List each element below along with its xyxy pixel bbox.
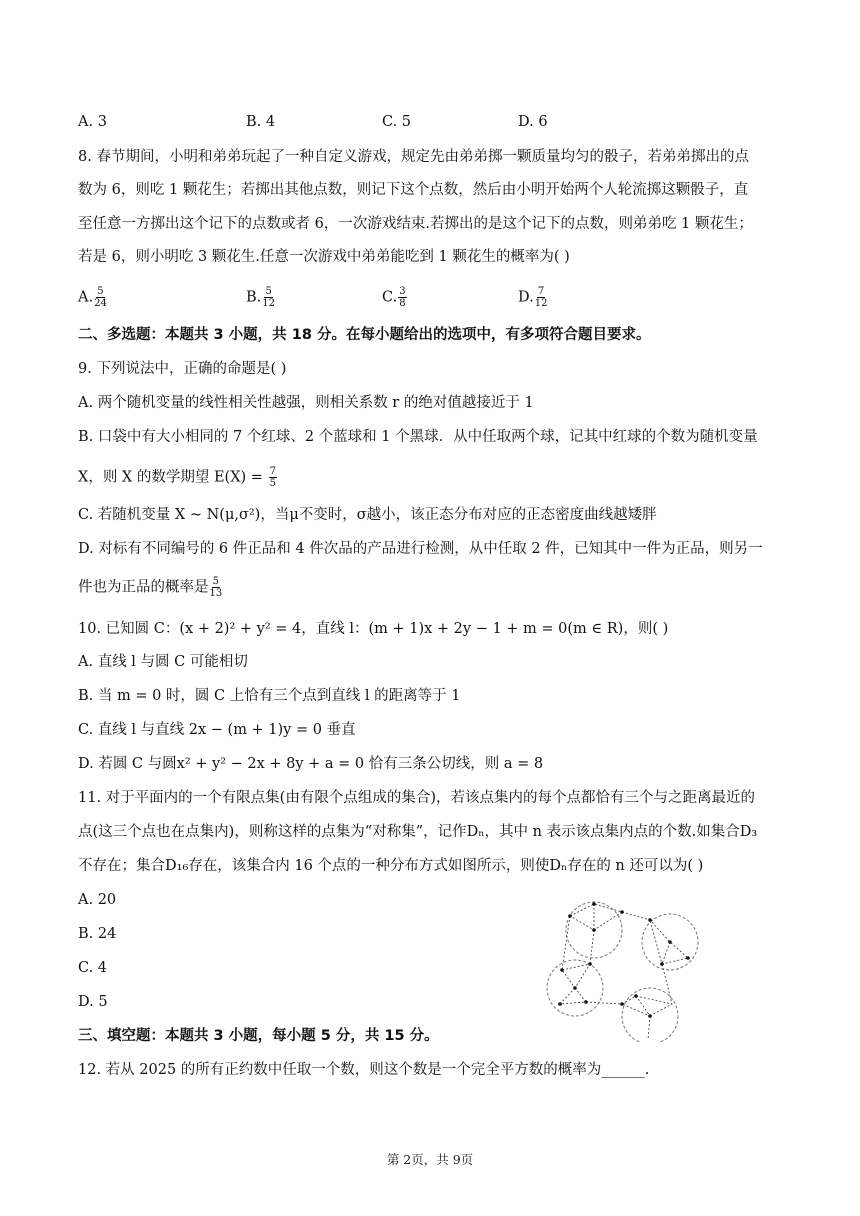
section-3-heading: 三、填空题：本题共 3 小题，每小题 5 分，共 15 分。 <box>78 1028 439 1044</box>
q8-option-c-label: C. <box>382 289 398 306</box>
q8-option-b-label: B. <box>246 289 262 306</box>
q10-option-a: A. 直线 l 与圆 C 可能相切 <box>78 654 248 670</box>
q7-option-c: C. 5 <box>382 114 412 130</box>
q11-option-d: D. 5 <box>78 994 108 1010</box>
q8-option-b-fraction <box>262 286 275 309</box>
q9-option-b-fraction <box>269 466 277 489</box>
q8-option-c-fraction <box>398 286 406 309</box>
q9-option-d-den: 13 <box>209 588 223 599</box>
q11-option-a: A. 20 <box>78 892 117 908</box>
q8-option-a-label: A. <box>78 289 94 306</box>
q8-line-3: 至任意一方掷出这个记下的点数或者 6，一次游戏结束.若掷出的是这个记下的点数，则弟弟吃 1 颗花生； <box>78 216 753 232</box>
q8-option-d-num: 7 <box>537 286 545 297</box>
q9-option-b-line-2 <box>78 466 798 489</box>
q9-option-d-num: 5 <box>212 576 220 587</box>
q8-option-a-fraction <box>94 286 107 309</box>
q8-line-2: 数为 6，则吃 1 颗花生；若掷出其他点数，则记下这个点数，然后由小明开始两个人轮流掷这颗骰子，直 <box>78 182 749 198</box>
q9-option-b-num: 7 <box>269 466 276 477</box>
q11-line-2: 点(这三个点也在点集内)，则称这样的点集为“对称集”，记作Dₙ，其中 n 表示该点集内点的个数.如集合D₃ <box>78 824 758 840</box>
q10-option-c: C. 直线 l 与直线 2x − (m + 1)y = 0 垂直 <box>78 722 356 738</box>
q11-line-3: 不存在；集合D₁₆存在，该集合内 16 个点的一种分布方式如图所示，则使Dₙ存在的 n 还可以为( ) <box>78 858 704 874</box>
section-2-heading: 二、多选题：本题共 3 小题，共 18 分。在每小题给出的选项中，有多项符合题目要求。 <box>78 327 651 343</box>
q8-option-b-num: 5 <box>265 286 272 297</box>
q10-option-b: B. 当 m = 0 时，圆 C 上恰有三个点到直线 l 的距离等于 1 <box>78 688 461 704</box>
q9-stem: 9. 下列说法中，正确的命题是( ) <box>78 361 287 377</box>
q8-option-b <box>246 286 276 309</box>
q10-stem: 10. 已知圆 C：(x + 2)² + y² = 4，直线 l：(m + 1)x + 2y − 1 + m = 0(m ∈ R)，则( ) <box>78 621 669 637</box>
q11-point-set-figure <box>540 892 710 1042</box>
q7-option-d: D. 6 <box>518 114 548 130</box>
q8-option-d-fraction <box>535 286 548 309</box>
q8-option-a-num: 5 <box>97 286 104 297</box>
q9-option-d-line-2 <box>78 576 798 599</box>
q8-option-a-den: 24 <box>94 298 107 309</box>
q8-line-1: 8. 春节期间，小明和弟弟玩起了一种自定义游戏，规定先由弟弟掷一颗质量均匀的骰子，若弟弟掷出的点 <box>78 149 749 165</box>
q8-option-b-den: 12 <box>262 298 275 309</box>
q8-option-a <box>78 286 108 309</box>
q8-line-4: 若是 6，则小明吃 3 颗花生.任意一次游戏中弟弟能吃到 1 颗花生的概率为( ) <box>78 249 570 265</box>
q9-option-d-text: 件也为正品的概率是 <box>78 579 209 596</box>
q12-stem: 12. 若从 2025 的所有正约数中任取一个数，则这个数是一个完全平方数的概率为______. <box>78 1062 650 1078</box>
page-footer: 第 2页，共 9页 <box>386 1152 474 1167</box>
q7-option-a: A. 3 <box>78 114 107 130</box>
q9-option-b-text: X，则 X 的数学期望 E(X) = <box>78 469 263 486</box>
q8-option-d-den: 12 <box>534 298 548 309</box>
q7-option-b: B. 4 <box>246 114 276 130</box>
q9-option-b-den: 5 <box>269 478 276 489</box>
q9-option-d-fraction <box>210 576 223 599</box>
q8-option-c-num: 3 <box>399 286 406 297</box>
q8-option-c-den: 8 <box>399 298 406 309</box>
q8-option-d <box>518 286 548 309</box>
q9-option-b-line-1: B. 口袋中有大小相同的 7 个红球、2 个蓝球和 1 个黑球．从中任取两个球，记其中红球的个数为随机变量 <box>78 429 758 445</box>
q9-option-c: C. 若随机变量 X ~ N(μ,σ²)，当μ不变时，σ越小，该正态分布对应的正态密度曲线越矮胖 <box>78 507 657 523</box>
q11-option-c: C. 4 <box>78 960 108 976</box>
q8-option-c <box>382 286 408 309</box>
q9-option-d-line-1: D. 对标有不同编号的 6 件正品和 4 件次品的产品进行检测，从中任取 2 件，已知其中一件为正品，则另一 <box>78 541 763 557</box>
q8-option-d-label: D. <box>518 289 534 306</box>
q10-option-d: D. 若圆 C 与圆x² + y² − 2x + 8y + a = 0 恰有三条公切线，则 a = 8 <box>78 756 544 772</box>
q11-line-1: 11. 对于平面内的一个有限点集(由有限个点组成的集合)，若该点集内的每个点都恰有三个与之距离最近的 <box>78 790 755 806</box>
q11-option-b: B. 24 <box>78 926 117 942</box>
q9-option-a: A. 两个随机变量的线性相关性越强，则相关系数 r 的绝对值越接近于 1 <box>78 395 534 411</box>
